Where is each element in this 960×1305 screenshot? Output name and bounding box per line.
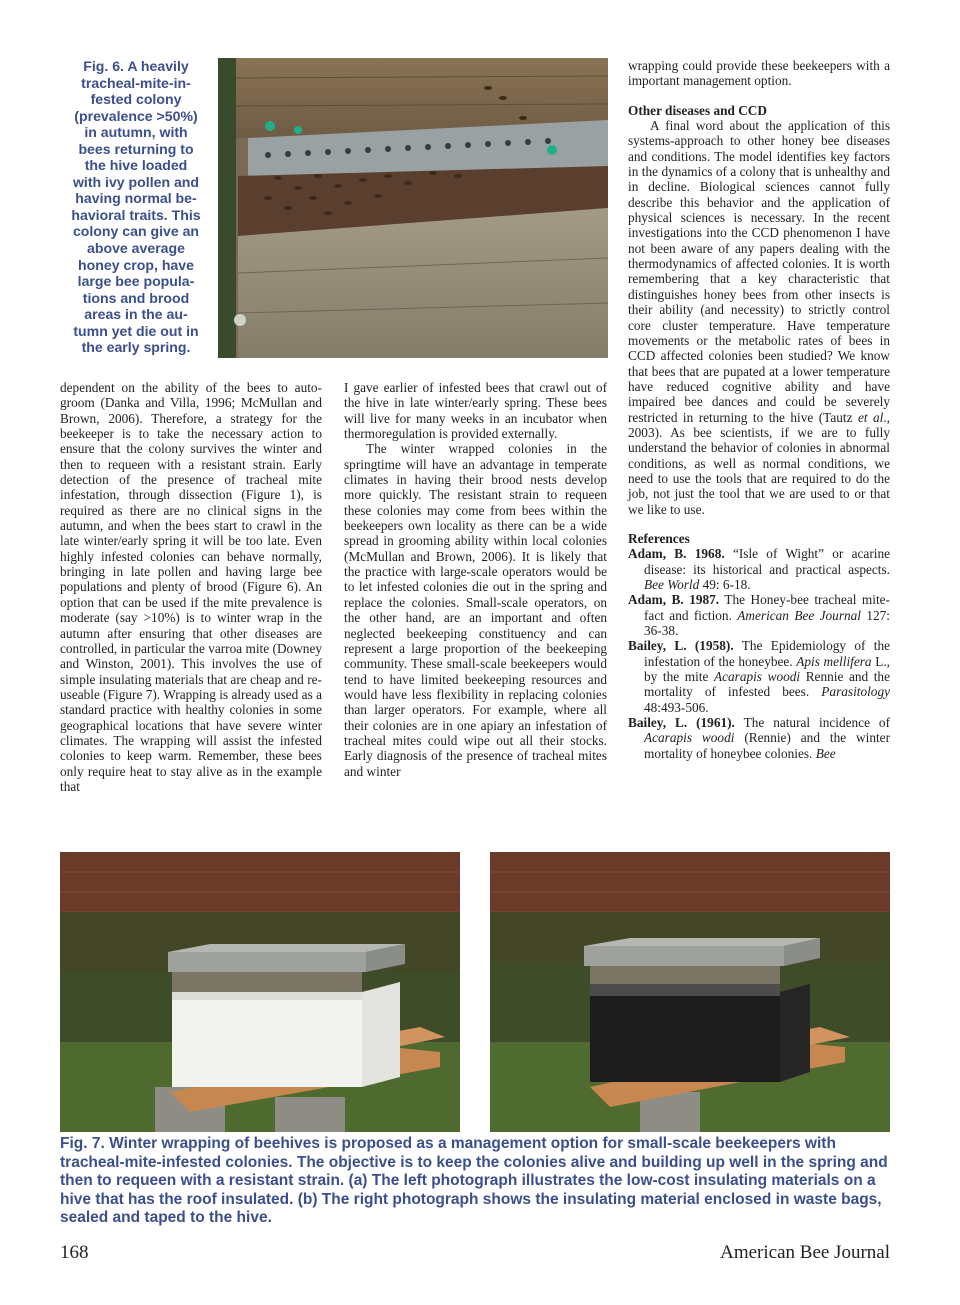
fig6-caption-line: fested colony <box>90 91 182 108</box>
reference-text: The natural incidence of <box>734 715 890 731</box>
reference-item <box>628 592 890 638</box>
fig6-caption-line: with ivy pollen and <box>72 173 200 190</box>
reference-journal: Bee World <box>644 577 700 592</box>
paragraph: The winter wrapped colonies in the springtime will have an advantage in temperate climates in having their brood nests develop more quickly. The resistant strain to requeen these colonies may come from bees within the beekeepers own locality as there can be a wide spread in grooming ability within local colonies (McMullan and Brown, 2006). It is likely that the practice with large-scale operators would be to let infested colonies die out in the spring and replace the colonies. Small-scale operators, on the other hand, are an important and often neglected beekeeping constituency and can represent a large proportion of the beekeeping community. These small-scale beekeepers would tend to have limited beekeeping resources and would have less flexibility in replacing colonies than larger operators. For example, where all their colonies are in one apiary an infestation of tracheal mites could wipe out all their stocks. Early diagnosis of the presence of tracheal mites and winter <box>344 441 607 779</box>
fig6-caption-line: large bee popula- <box>77 273 195 290</box>
fig6-caption-line: the early spring. <box>81 339 191 356</box>
reference-species: Apis mellifera <box>796 653 872 669</box>
reference-journal: Bee <box>815 745 836 761</box>
paragraph <box>628 118 890 517</box>
section-heading: Other diseases and CCD <box>628 102 768 118</box>
paragraph: wrapping could provide these beekeepers with a important management option. <box>628 58 890 89</box>
reference-text: 127: 36-38. <box>644 607 890 639</box>
fig6-caption-line: colony can give an <box>72 223 200 240</box>
reference-journal: American Bee Journal <box>737 607 861 623</box>
reference-text: The Honey-bee tracheal mite- fact and fiction. <box>644 592 890 623</box>
paragraph-text: ., 2003). As bee scientists, if we are to fully understand the behavior of colonies in abnormal conditions, as well as normal conditions, we need to use the tools that are required to do the job, not just the tool that we are used to or that we like to use. <box>628 409 890 517</box>
paragraph: I gave earlier of infested bees that crawl out of the hive in late winter/early spring. These bees will live for many weeks in an incubator when thermoregulation is provided externally. <box>344 380 607 442</box>
paragraph-text: A final word about the application of this systems-approach to other honey bee diseases and conditions. The model identifies key factors in the dynamics of a colony that is unhealthy and in decline. Biological sciences cannot fully describe this behavior and the application of physical sciences is necessary. In the recent investigations into the CCD phenomenon I have not been aware of any papers dealing with the thermodynamics of affected colonies. It is worth remembering that a key characteristic that distinguishes honey bees from other insects is their ability (and necessity) to strictly control core cluster temperature. Have temperature movements or the metabolic rates of bees in CCD affected colonies been studied? We know that bees that are pupated at a lower temperature have reduced cognitive ability and have impaired bee dances and could be severely restricted in returning to the hive (Tautz <box>628 118 890 425</box>
fig6-caption-line: honey crop, have <box>78 256 194 273</box>
reference-item <box>628 638 890 715</box>
fig6-caption-line: tracheal-mite-in- <box>81 74 191 91</box>
fig6-caption-line: above average <box>87 240 185 257</box>
reference-text: 49: 6-18. <box>699 577 751 592</box>
body-column-2 <box>344 380 607 779</box>
reference-item <box>628 715 890 761</box>
reference-species: Acarapis woodi <box>644 730 735 746</box>
italic-text: et al <box>857 409 884 425</box>
reference-item <box>628 546 890 592</box>
fig6-caption-line: in autumn, with <box>84 124 188 141</box>
fig6-caption-line: (prevalence >50%) <box>74 107 198 124</box>
fig6-caption-line: tumn yet die out in <box>73 322 199 339</box>
reference-author: Adam, B. 1968. <box>628 546 725 562</box>
fig6-caption-line: tions and brood <box>82 289 190 306</box>
reference-text: Rennie and the mortality of infested bees. <box>644 669 890 700</box>
body-column-1 <box>60 380 322 794</box>
reference-author: Bailey, L. (1961). <box>628 715 735 731</box>
body-column-3 <box>628 58 890 761</box>
reference-text: (Rennie) and the winter mortality of honeybee colonies. <box>644 730 890 761</box>
fig6-caption-line: Fig. 6. A heavily <box>83 58 189 74</box>
reference-text: L., by the mite <box>644 653 890 685</box>
paragraph: dependent on the ability of the bees to auto-groom (Danka and Villa, 1996; McMullan and Brown, 2006). Therefore, a strategy for the beekeeper is to take the necessary action to ensure that the colony survives the winter and then to requeen with a resistant strain. Early detection of the presence of tracheal mite infestation, through dissection (Figure 1), is required as there are no clinical signs in the autumn, and when the bees start to crawl in the late winter/early spring it will be too late. Even highly infested colonies can behave normally, bringing in late pollen and having large bee populations and plenty of brood (Figure 6). An option that can be used if the mite prevalence is moderate (say >10%) is to winter wrap in the autumn after ensuring that other diseases are controlled, in particular the varroa mite (Downey and Winston, 2001). This involves the use of simple insulating materials that are cheap and re-useable (Figure 7). Wrapping is already used as a standard practice with healthy colonies in some geographical locations that have severe winter climates. The wrapping will assist the infested colonies to keep warm. Remember, these bees only require heat to stay alive as in the example that <box>60 380 322 794</box>
journal-name: American Bee Journal <box>720 1242 890 1263</box>
fig6-caption-line: having normal be- <box>75 190 197 207</box>
reference-author: Adam, B. 1987. <box>628 592 720 608</box>
fig7b-wrapped-hive-photo <box>490 852 890 1132</box>
reference-text: “Isle of Wight” or acarine disease: its historical and practical aspects. <box>644 546 890 577</box>
reference-text: The Epidemiology of the infestation of the honeybee. <box>644 638 891 669</box>
fig6-caption-line: bees returning to <box>78 140 194 157</box>
reference-journal: Parasitology <box>821 684 890 700</box>
fig6-caption-line: havioral traits. This <box>71 206 201 223</box>
fig6-hive-entrance-photo <box>218 58 608 358</box>
fig6-caption <box>60 58 212 356</box>
fig6-caption-line: areas in the au- <box>84 306 188 323</box>
reference-author: Bailey, L. (1958). <box>628 638 734 654</box>
fig7-caption: Fig. 7. Winter wrapping of beehives is proposed as a management option for small-scale beekeepers with tracheal-mite-infested colonies. The objective is to keep the colonies alive and building up well in the spring and then to requeen with a resistant strain. (a) The left photograph illustrates the low-cost insulating materials on a hive that has the roof insulated. (b) The right photograph shows the insulating material enclosed in waste bags, sealed and taped to the hive. <box>60 1135 888 1227</box>
references-heading: References <box>628 530 690 546</box>
reference-species: Acarapis woodi <box>713 669 801 685</box>
reference-text: 48:493-506. <box>644 699 709 715</box>
fig7a-insulated-hive-photo <box>60 852 460 1132</box>
page-number: 168 <box>60 1242 89 1263</box>
fig6-caption-line: the hive loaded <box>84 157 188 174</box>
